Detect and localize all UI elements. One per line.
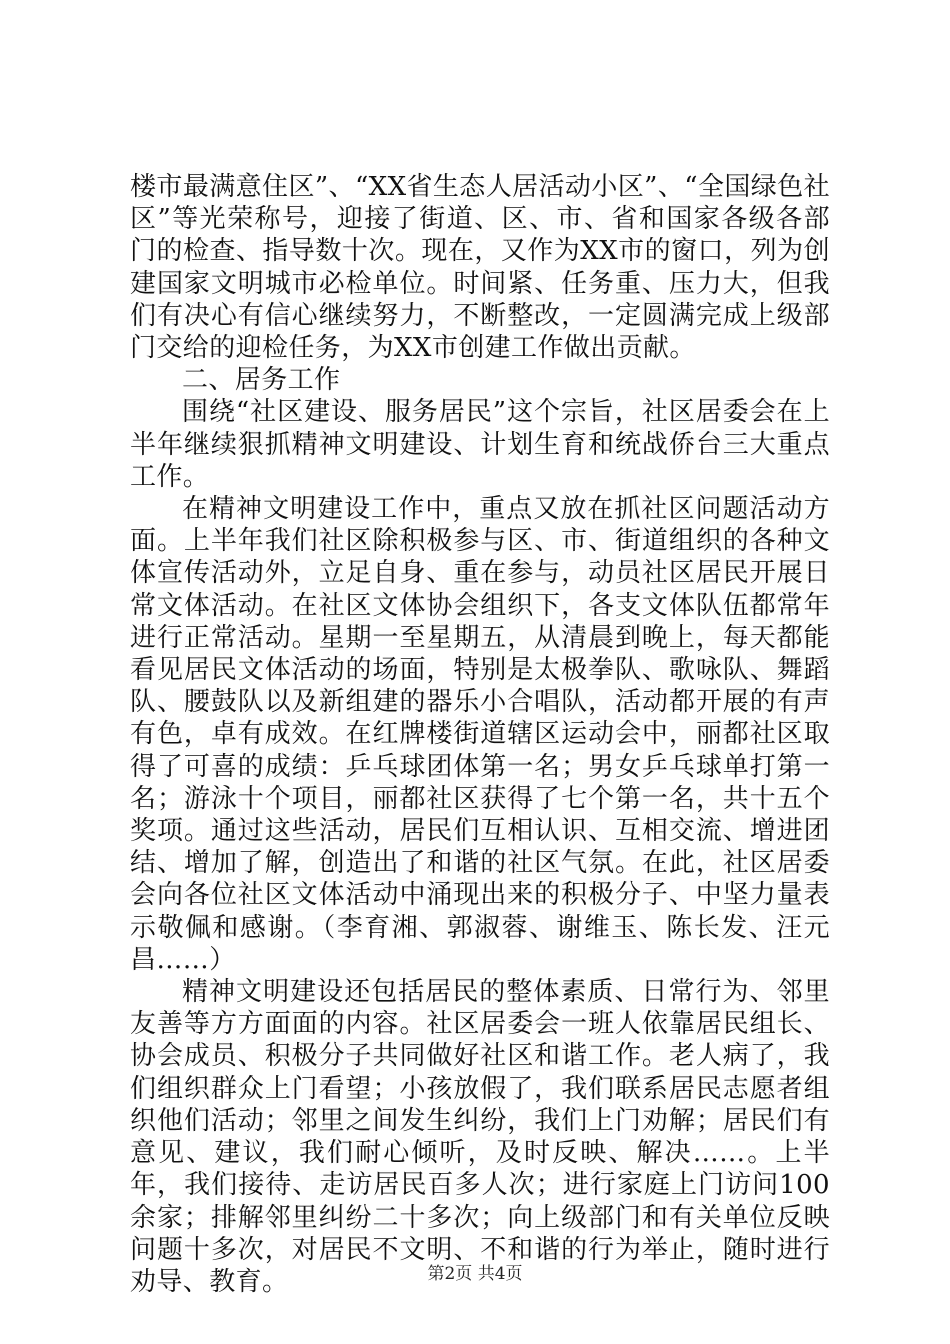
paragraph-honors-continuation: 楼市最满意住区”、“XX省生态人居活动小区”、“全国绿色社区”等光荣称号，迎接了街道、区、市、省和国家各级各部门的检查、指导数十次。现在，又作为XX市的窗口，列为创建国家文明城市必检单位。时间紧、任务重、压力大，但我们有决心有信心继续努力，不断整改，一定圆满完成上级部门交给的迎检任务，为XX市创建工作做出贡献。 (130, 172, 830, 364)
page-number-footer: 第2页 共4页 (427, 1264, 523, 1284)
paragraph-cultural-activities: 在精神文明建设工作中，重点又放在抓社区问题活动方面。上半年我们社区除积极参与区、市、街道组织的各种文体宣传活动外，立足自身、重在参与，动员社区居民开展日常文体活动。在社区文体协会组织下，各支文体队伍都常年进行正常活动。星期一至星期五，从清晨到晚上，每天都能看见居民文体活动的场面，特别是太极拳队、歌咏队、舞蹈队、腰鼓队以及新组建的器乐小合唱队，活动都开展的有声有色，卓有成效。在红牌楼街道辖区运动会中，丽都社区取得了可喜的成绩：乒乓球团体第一名；男女乒乓球单打第一名；游泳十个项目，丽都社区获得了七个第一名，共十五个奖项。通过这些活动，居民们互相认识、互相交流、增进团结、增加了解，创造出了和谐的社区气氛。在此，社区居委会向各位社区文体活动中涌现出来的积极分子、中坚力量表示敬佩和感谢。（李育湘、郭淑蓉、谢维玉、陈长发、汪元昌……） (130, 494, 830, 975)
section-heading-residence-affairs: 二、居务工作 (182, 365, 341, 396)
paragraph-community-harmony: 精神文明建设还包括居民的整体素质、日常行为、邻里友善等方方面面的内容。社区居委会一班人依靠居民组长、协会成员、积极分子共同做好社区和谐工作。老人病了，我们组织群众上门看望；小孩放假了，我们联系居民志愿者组织他们活动；邻里之间发生纠纷，我们上门劝解；居民们有意见、建议，我们耐心倾听，及时反映、解决……。上半年，我们接待、走访居民百多人次；进行家庭上门访问100余家；排解邻里纠纷二十多次；向上级部门和有关单位反映问题十多次，对居民不文明、不和谐的行为举止，随时进行劝导、教育。 (130, 977, 830, 1297)
document-body (130, 171, 830, 1298)
paragraph-purpose: 围绕“社区建设、服务居民”这个宗旨，社区居委会在上半年继续狠抓精神文明建设、计划生育和统战侨台三大重点工作。 (130, 397, 830, 492)
